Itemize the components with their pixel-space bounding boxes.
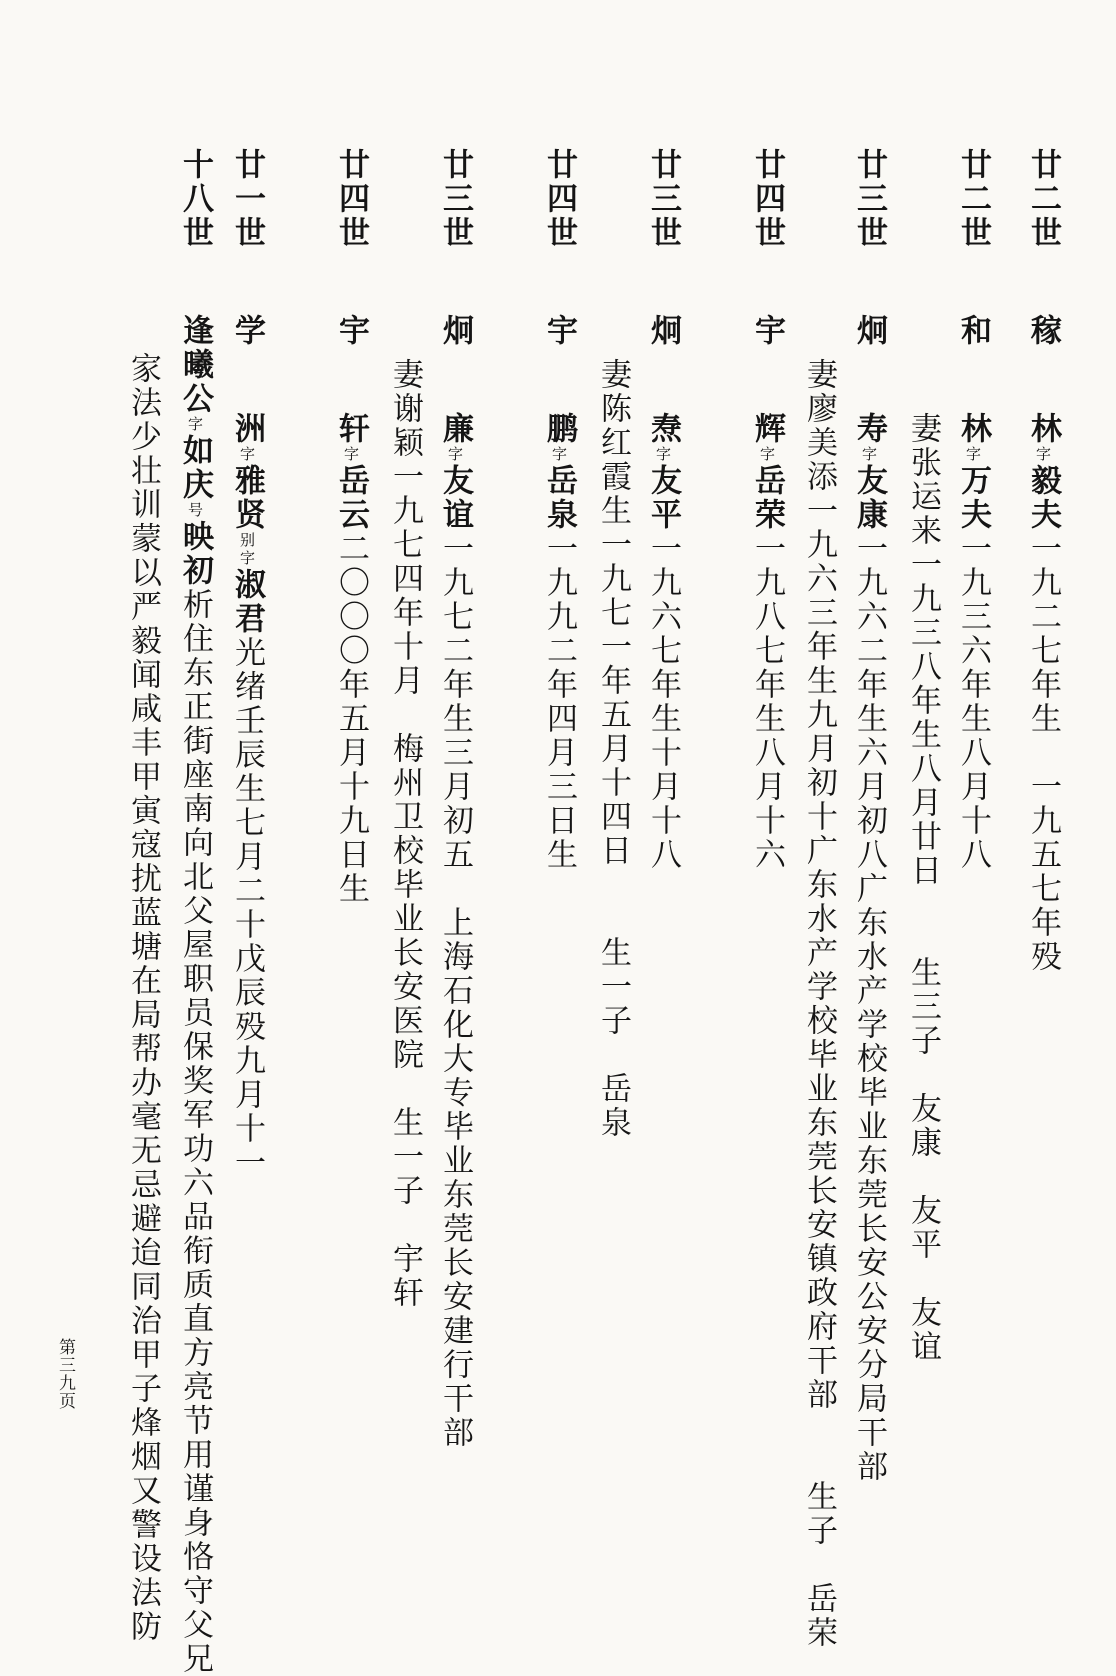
entry-text: 一九二七年生 一九五七年殁	[1025, 532, 1061, 974]
entry-text: 一九三六年生八月十八	[955, 532, 991, 872]
courtesy-name: 岳泉	[541, 464, 577, 532]
hao-marker: 号	[186, 502, 204, 520]
entry-column	[955, 148, 991, 872]
entry-text: 析住东正街座南向北父屋职员保奖军功六品衔质直方亮节用谨身恪守父兄	[177, 588, 213, 1676]
entry-text: 一九六二年生六月初八广东水产学校毕业东莞长安公安分局干部	[851, 532, 887, 1484]
entry-column	[645, 148, 681, 872]
kin-name: 逢曦公	[177, 314, 213, 416]
zi-marker: 字	[238, 446, 256, 464]
zi-marker: 字	[758, 446, 776, 464]
zi-marker: 字	[342, 446, 360, 464]
generation-label: 十八世	[177, 148, 213, 250]
courtesy-name: 岳荣	[749, 464, 785, 532]
wife-column	[387, 358, 423, 1310]
alt-courtesy-name: 淑君	[229, 568, 265, 636]
continuation-column	[125, 352, 161, 1644]
zi-marker: 字	[1034, 446, 1052, 464]
courtesy-name: 友平	[645, 464, 681, 532]
given-name: 寿	[851, 412, 887, 446]
generation-label: 廿四世	[749, 148, 785, 250]
courtesy-name: 友谊	[437, 464, 473, 532]
given-name: 洲	[229, 412, 265, 446]
kin-name: 学	[229, 314, 265, 348]
generation-label: 廿三世	[645, 148, 681, 250]
courtesy-name: 岳云	[333, 464, 369, 532]
entry-text: 二〇〇〇年五月十九日生	[333, 532, 369, 906]
entry-text: 光绪壬辰生七月二十戊辰殁九月十一	[229, 636, 265, 1180]
entry-text: 一九九二年四月三日生	[541, 532, 577, 872]
alt-zi-marker: 别字	[238, 532, 256, 568]
wife-text: 妻张运来一九三八年生八月廿日 生三子 友康 友平 友谊	[905, 412, 941, 1364]
generation-label: 廿三世	[437, 148, 473, 250]
courtesy-name: 毅夫	[1025, 464, 1061, 532]
generation-label: 廿二世	[1025, 148, 1061, 250]
entry-column	[333, 148, 369, 906]
entry-column	[177, 148, 213, 1676]
entry-column	[851, 148, 887, 1484]
courtesy-name: 万夫	[955, 464, 991, 532]
wife-text: 妻廖美添一九六三年生九月初十广东水产学校毕业东莞长安镇政府干部 生子 岳荣	[801, 358, 837, 1650]
kin-name: 宇	[749, 314, 785, 348]
zi-marker: 字	[654, 446, 672, 464]
given-name: 辉	[749, 412, 785, 446]
courtesy-name: 雅贤	[229, 464, 265, 532]
wife-column	[801, 358, 837, 1650]
given-name: 廉	[437, 412, 473, 446]
wife-column	[595, 358, 631, 1140]
entry-text: 一九七二年生三月初五 上海石化大专毕业东莞长安建行干部	[437, 532, 473, 1450]
generation-label: 廿四世	[333, 148, 369, 250]
given-name: 焘	[645, 412, 681, 446]
given-name: 鹏	[541, 412, 577, 446]
page-number: 第三九页	[55, 1338, 75, 1410]
zi-marker: 字	[186, 416, 204, 434]
kin-name: 炯	[437, 314, 473, 348]
entry-text: 一九八七年生八月十六	[749, 532, 785, 872]
wife-column	[905, 412, 941, 1364]
kin-name: 和	[955, 314, 991, 348]
given-name: 林	[955, 412, 991, 446]
kin-name: 宇	[333, 314, 369, 348]
generation-label: 廿三世	[851, 148, 887, 250]
entry-column	[749, 148, 785, 872]
generation-label: 廿二世	[955, 148, 991, 250]
continuation-text: 家法少壮训蒙以严毅闻咸丰甲寅寇扰蓝塘在局帮办毫无忌避迨同治甲子烽烟又警设法防	[125, 352, 161, 1644]
zi-marker: 字	[550, 446, 568, 464]
zi-marker: 字	[964, 446, 982, 464]
kin-name: 炯	[645, 314, 681, 348]
alt-name: 映初	[177, 520, 213, 588]
kin-name: 炯	[851, 314, 887, 348]
wife-text: 妻谢颖一九七四年十月 梅州卫校毕业长安医院 生一子 宇轩	[387, 358, 423, 1310]
courtesy-name: 如庆	[177, 434, 213, 502]
wife-text: 妻陈红霞生一九七一年五月十四日 生一子 岳泉	[595, 358, 631, 1140]
kin-name: 宇	[541, 314, 577, 348]
given-name: 轩	[333, 412, 369, 446]
zi-marker: 字	[860, 446, 878, 464]
entry-column	[1025, 148, 1061, 974]
zi-marker: 字	[446, 446, 464, 464]
entry-column	[229, 148, 265, 1180]
generation-label: 廿四世	[541, 148, 577, 250]
entry-column	[541, 148, 577, 872]
given-name: 林	[1025, 412, 1061, 446]
entry-column	[437, 148, 473, 1450]
generation-label: 廿一世	[229, 148, 265, 250]
kin-name: 稼	[1025, 314, 1061, 348]
courtesy-name: 友康	[851, 464, 887, 532]
entry-text: 一九六七年生十月十八	[645, 532, 681, 872]
